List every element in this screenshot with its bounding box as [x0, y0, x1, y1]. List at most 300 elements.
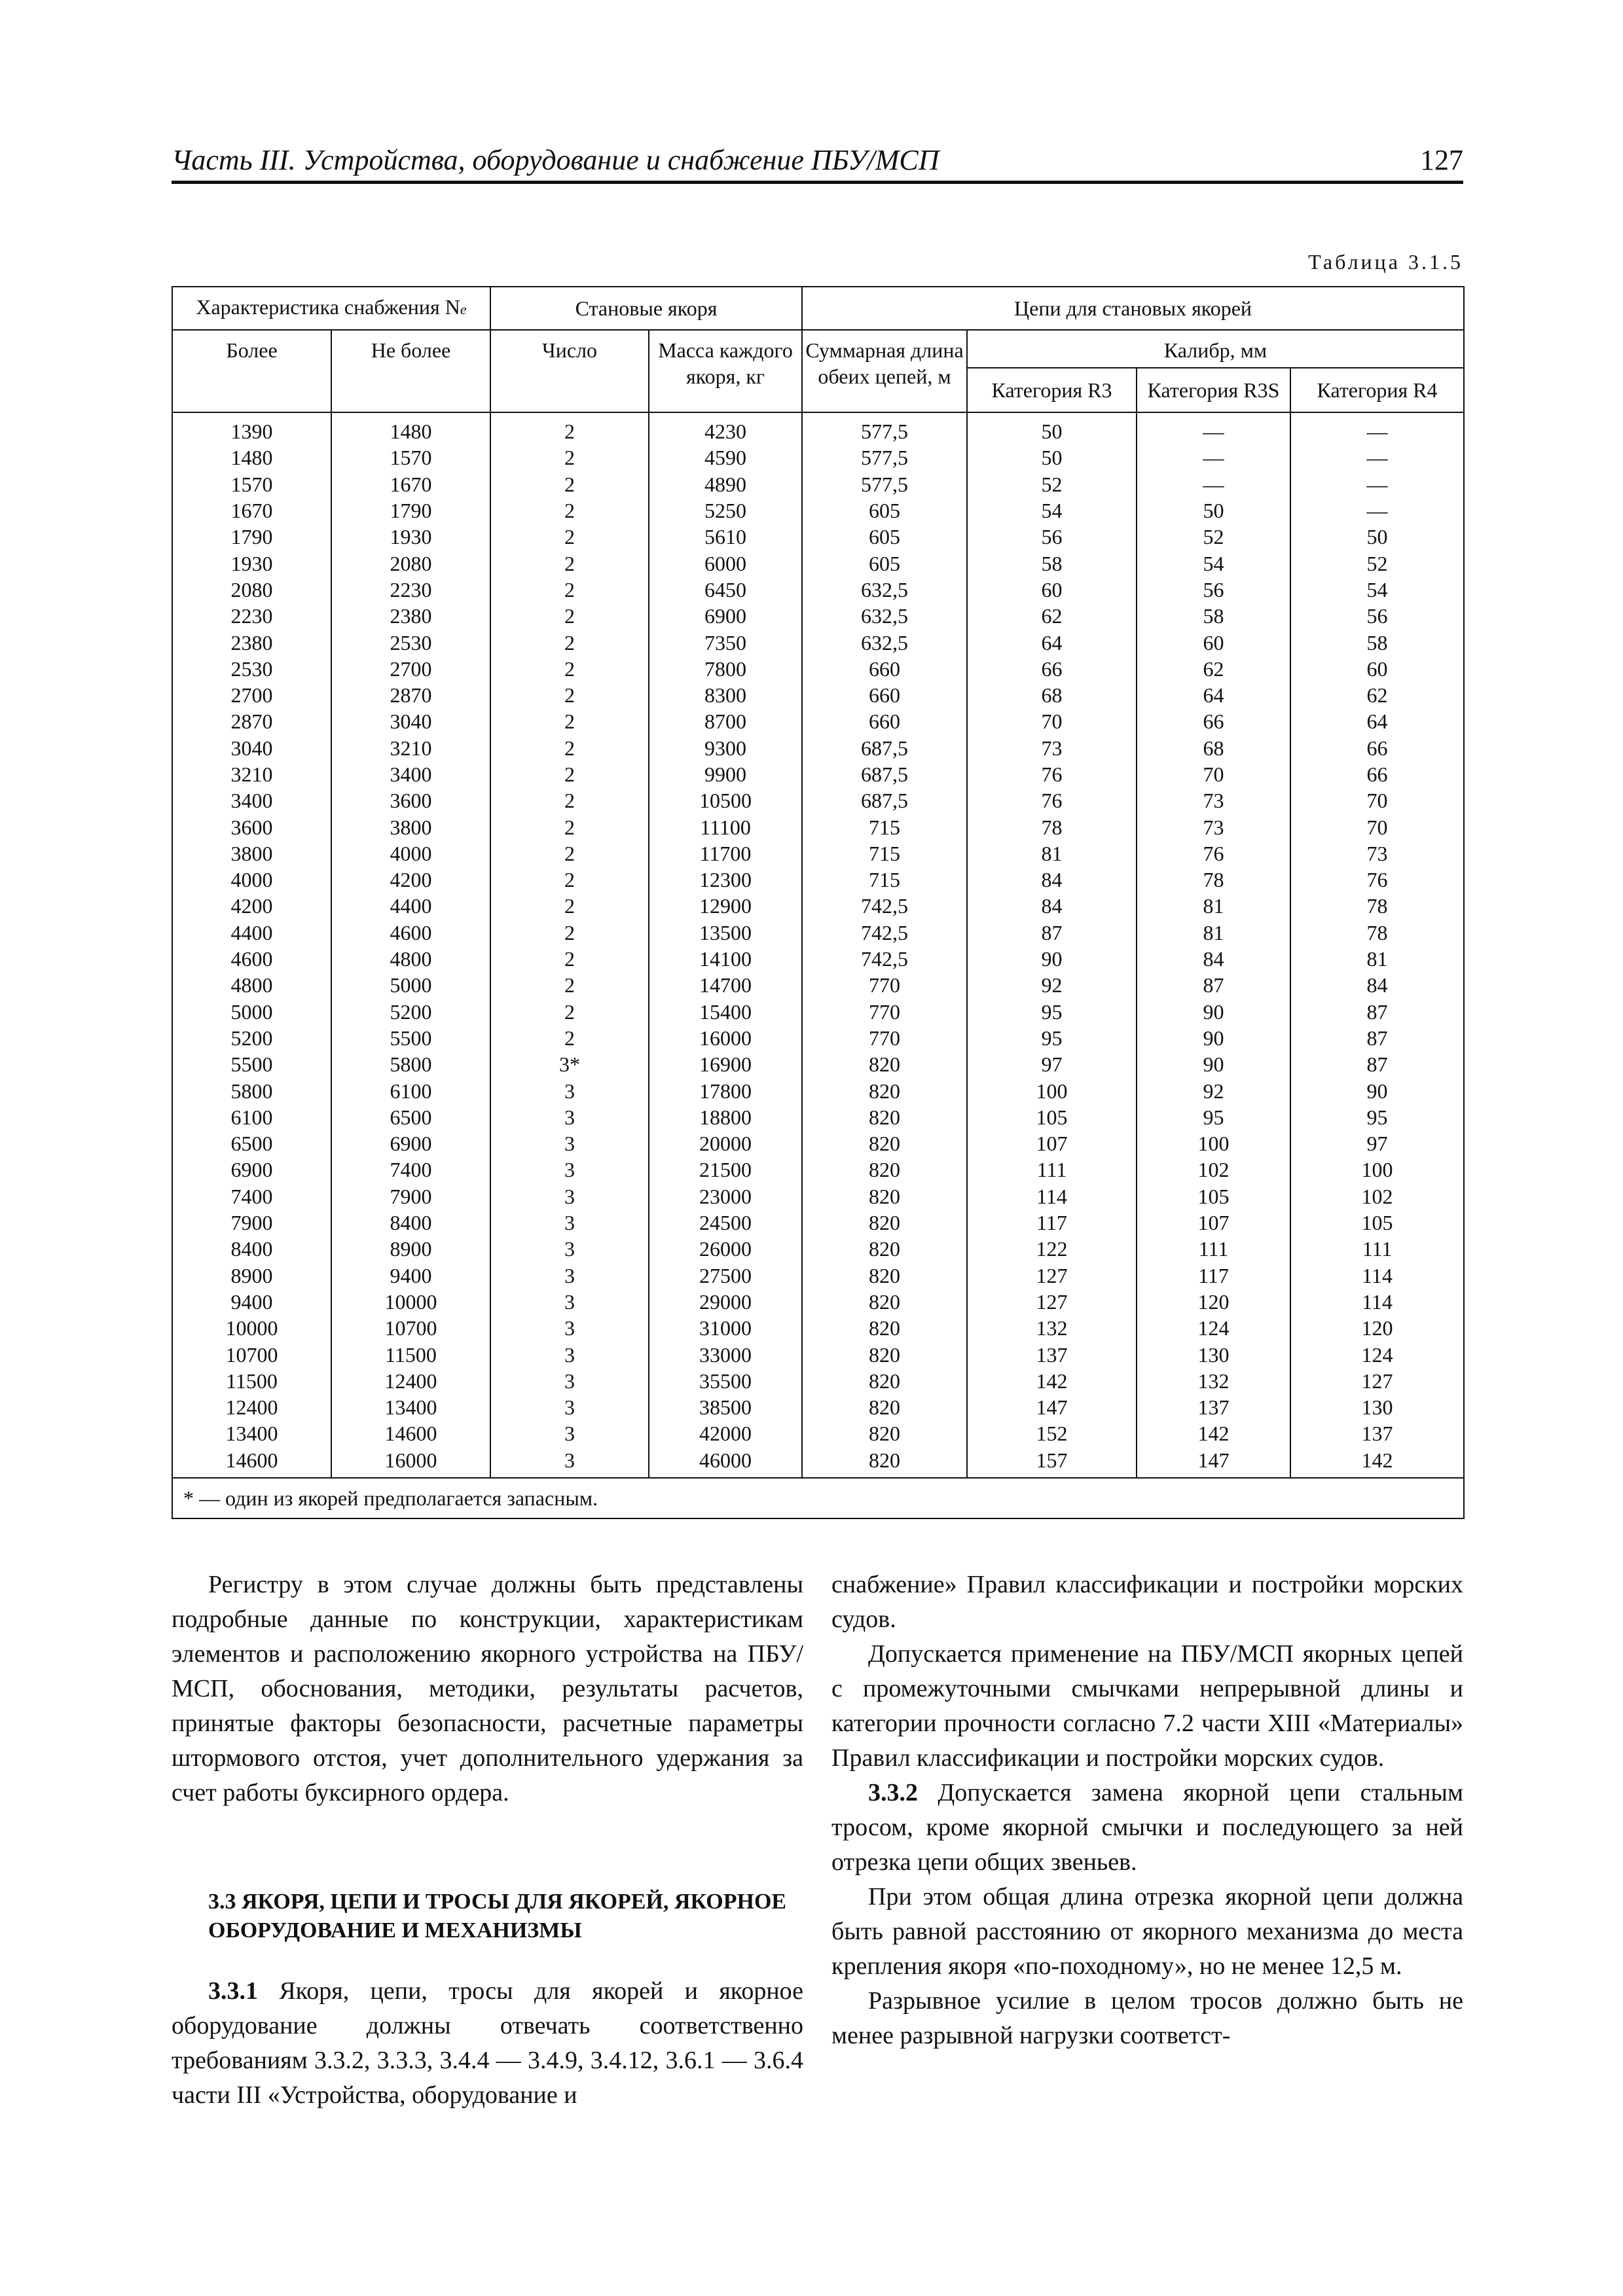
table-cell: 76 [967, 761, 1137, 787]
table-cell: 117 [1137, 1263, 1290, 1289]
table-cell: 8900 [172, 1263, 331, 1289]
table-row [172, 656, 1464, 682]
table-cell: 10700 [172, 1341, 331, 1367]
table-cell: 142 [1137, 1420, 1290, 1446]
table-cell: 687,5 [802, 787, 967, 814]
table-cell: 660 [802, 656, 967, 682]
table-cell: 76 [1290, 867, 1464, 893]
header-chains: Цепи для становых якорей [802, 287, 1464, 330]
table-cell: 605 [802, 524, 967, 550]
table-row [172, 471, 1464, 497]
table-cell: 90 [967, 946, 1137, 972]
table-cell: 73 [1137, 814, 1290, 840]
table-cell: 687,5 [802, 735, 967, 761]
table-cell: 12300 [649, 867, 802, 893]
header-number: Число [490, 330, 649, 412]
table-cell: 3 [490, 1236, 649, 1262]
table-cell: 29000 [649, 1289, 802, 1315]
table-cell: 2080 [172, 577, 331, 603]
table-cell: 64 [1137, 682, 1290, 708]
table-row [172, 1025, 1464, 1051]
table-cell: 130 [1137, 1341, 1290, 1367]
table-cell: — [1137, 471, 1290, 497]
table-cell: 24500 [649, 1210, 802, 1236]
table-cell: 90 [1137, 1025, 1290, 1051]
table-cell: 100 [1290, 1157, 1464, 1183]
table-cell: 5500 [172, 1051, 331, 1077]
table-cell: 52 [1290, 550, 1464, 576]
table-cell: 3 [490, 1263, 649, 1289]
table-cell: — [1290, 497, 1464, 524]
table-cell: 820 [802, 1157, 967, 1183]
table-cell: 3 [490, 1341, 649, 1367]
table-cell: 2 [490, 1025, 649, 1051]
table-row [172, 1420, 1464, 1446]
table-row [172, 577, 1464, 603]
table-cell: 54 [1137, 550, 1290, 576]
header-anchors: Становые якоря [490, 287, 802, 330]
table-cell: 820 [802, 1368, 967, 1394]
table-cell: 27500 [649, 1263, 802, 1289]
table-cell: 132 [967, 1315, 1137, 1341]
table-cell: 742,5 [802, 920, 967, 946]
table-cell: 50 [1137, 497, 1290, 524]
clause-number: 3.3.2 [868, 1779, 918, 1806]
table-cell: 13500 [649, 920, 802, 946]
table-cell: 8900 [331, 1236, 490, 1262]
table-cell: 632,5 [802, 629, 967, 655]
table-cell: 70 [1290, 787, 1464, 814]
table-cell: 1670 [172, 497, 331, 524]
header-cat-r4: Категория R4 [1290, 368, 1464, 412]
table-cell: 2 [490, 444, 649, 471]
paragraph: Разрывное усилие в целом тросов должно быть не менее разрывной нагрузки соответст- [831, 1987, 1463, 2049]
table-row [172, 444, 1464, 471]
table-row [172, 946, 1464, 972]
table-cell: 3 [490, 1420, 649, 1446]
table-cell: 60 [967, 577, 1137, 603]
table-cell: 152 [967, 1420, 1137, 1446]
paragraph-3-3-1: 3.3.1 Якоря, цепи, тросы для якорей и якорное оборудование должны отвечать соответственно требованиям 3.3.2, 3.3.3, 3.4.4 — 3.4.9, 3.4.12, 3.6.1 — 3.6.4 части III «Устройства, оборудование и [172, 1977, 803, 2109]
table-cell: 4000 [331, 840, 490, 867]
table-cell: 142 [1290, 1447, 1464, 1478]
table-cell: 58 [1137, 603, 1290, 629]
table-cell: 3 [490, 1447, 649, 1478]
paragraph-3-3-2: 3.3.2 Допускается замена якорной цепи стальным тросом, кроме якорной смычки и последующего за ней отрезка цепи общих звеньев. [831, 1779, 1463, 1876]
table-cell: 820 [802, 1130, 967, 1157]
table-cell: 7800 [649, 656, 802, 682]
table-cell: 70 [1137, 761, 1290, 787]
table-cell: 117 [967, 1210, 1137, 1236]
section-heading-line: 3.3 ЯКОРЯ, ЦЕПИ И ТРОСЫ ДЛЯ ЯКОРЕЙ, ЯКОРНОЕ [208, 1890, 787, 1914]
table-cell: 46000 [649, 1447, 802, 1478]
table-row [172, 629, 1464, 655]
table-cell: 9400 [172, 1289, 331, 1315]
table-row [172, 1104, 1464, 1130]
table-cell: 7400 [172, 1183, 331, 1210]
table-cell: 64 [967, 629, 1137, 655]
table-footnote: * — один из якорей предполагается запасным. [172, 1478, 1464, 1518]
table-cell: 11500 [172, 1368, 331, 1394]
table-cell: 1930 [331, 524, 490, 550]
table-row [172, 1183, 1464, 1210]
table-cell: 5000 [331, 972, 490, 998]
header-cat-r3: Категория R3 [967, 368, 1137, 412]
table-cell: 7900 [331, 1183, 490, 1210]
table-cell: 68 [1137, 735, 1290, 761]
table-cell: 820 [802, 1051, 967, 1077]
table-cell: 3800 [172, 840, 331, 867]
table-row [172, 1289, 1464, 1315]
table-row [172, 682, 1464, 708]
table-cell: 2 [490, 471, 649, 497]
table-cell: 2700 [331, 656, 490, 682]
table-cell: 3 [490, 1130, 649, 1157]
table-cell: 3210 [331, 735, 490, 761]
table-row [172, 1315, 1464, 1341]
table-cell: 58 [1290, 629, 1464, 655]
table-row [172, 920, 1464, 946]
table-cell: 111 [1137, 1236, 1290, 1262]
table-cell: 62 [1290, 682, 1464, 708]
table-cell: 20000 [649, 1130, 802, 1157]
table-cell: 12400 [331, 1368, 490, 1394]
table-cell: 2 [490, 920, 649, 946]
table-cell: 715 [802, 814, 967, 840]
table-cell: 6000 [649, 550, 802, 576]
table-cell: 3* [490, 1051, 649, 1077]
table-cell: 2 [490, 550, 649, 576]
table-cell: 4590 [649, 444, 802, 471]
table-cell: 820 [802, 1341, 967, 1367]
table-row [172, 972, 1464, 998]
table-cell: 107 [1137, 1210, 1290, 1236]
table-cell: 56 [1290, 603, 1464, 629]
table-cell: 10700 [331, 1315, 490, 1341]
table-cell: 11100 [649, 814, 802, 840]
table-cell: 660 [802, 708, 967, 734]
table-cell: 3040 [172, 735, 331, 761]
table-cell: 62 [1137, 656, 1290, 682]
paragraph: При этом общая длина отрезка якорной цепи должна быть равной расстоянию от якорного механизма до места крепления якоря «по-походному», но не менее 12,5 м. [831, 1883, 1463, 1980]
table-cell: 92 [967, 972, 1137, 998]
table-cell: 23000 [649, 1183, 802, 1210]
table-cell: 2 [490, 761, 649, 787]
table-cell: 2 [490, 497, 649, 524]
table-cell: — [1137, 444, 1290, 471]
table-cell: 2 [490, 708, 649, 734]
table-cell: 4200 [172, 893, 331, 919]
table-cell: 5800 [172, 1077, 331, 1103]
table-cell: 2870 [331, 682, 490, 708]
table-cell: 3 [490, 1210, 649, 1236]
table-cell: 26000 [649, 1236, 802, 1262]
table-cell: 3 [490, 1289, 649, 1315]
table-cell: 132 [1137, 1368, 1290, 1394]
table-cell: 78 [1290, 893, 1464, 919]
table-cell: 56 [967, 524, 1137, 550]
table-cell: 9400 [331, 1263, 490, 1289]
table-cell: 6900 [331, 1130, 490, 1157]
table-cell: 4800 [172, 972, 331, 998]
table-cell: 1790 [331, 497, 490, 524]
table-cell: 4200 [331, 867, 490, 893]
table-cell: 4800 [331, 946, 490, 972]
table-cell: 76 [967, 787, 1137, 814]
table-cell: 130 [1290, 1394, 1464, 1420]
table-cell: 120 [1290, 1315, 1464, 1341]
table-cell: 6450 [649, 577, 802, 603]
table-cell: 35500 [649, 1368, 802, 1394]
table-cell: 2700 [172, 682, 331, 708]
table-cell: 2 [490, 840, 649, 867]
table-cell: 137 [1137, 1394, 1290, 1420]
table-cell: 7350 [649, 629, 802, 655]
table-cell: 87 [967, 920, 1137, 946]
table-cell: 97 [1290, 1130, 1464, 1157]
table-cell: 715 [802, 867, 967, 893]
table-cell: 58 [967, 550, 1137, 576]
table-cell: 157 [967, 1447, 1137, 1478]
table-cell: 3 [490, 1368, 649, 1394]
table-cell: 81 [967, 840, 1137, 867]
table-row [172, 1130, 1464, 1157]
table-cell: 5800 [331, 1051, 490, 1077]
table-cell: 1790 [172, 524, 331, 550]
table-cell: 14700 [649, 972, 802, 998]
table-cell: 3800 [331, 814, 490, 840]
table-cell: 21500 [649, 1157, 802, 1183]
table-cell: 7900 [172, 1210, 331, 1236]
table-cell: 137 [1290, 1420, 1464, 1446]
table-cell: 1480 [331, 412, 490, 444]
table-cell: 50 [967, 444, 1137, 471]
table-cell: 2 [490, 603, 649, 629]
table-cell: 8300 [649, 682, 802, 708]
table-cell: 100 [1137, 1130, 1290, 1157]
table-cell: 18800 [649, 1104, 802, 1130]
table-cell: 6100 [331, 1077, 490, 1103]
table-row [172, 761, 1464, 787]
table-row [172, 1051, 1464, 1077]
table-cell: 5000 [172, 999, 331, 1025]
table-cell: 127 [967, 1289, 1137, 1315]
table-cell: 60 [1290, 656, 1464, 682]
table-row [172, 524, 1464, 550]
table-cell: 95 [967, 999, 1137, 1025]
table-cell: 1390 [172, 412, 331, 444]
left-column [172, 1568, 803, 2113]
table-cell: 687,5 [802, 761, 967, 787]
table-cell: 100 [967, 1077, 1137, 1103]
table-cell: 92 [1137, 1077, 1290, 1103]
table-row [172, 708, 1464, 734]
paragraph: снабжение» Правил классификации и постройки морских судов. [831, 1571, 1463, 1633]
anchor-equipment-table [172, 286, 1465, 1519]
page-number: 127 [1420, 144, 1463, 176]
table-row [172, 867, 1464, 893]
table-cell: 81 [1137, 893, 1290, 919]
table-cell: 66 [967, 656, 1137, 682]
table-cell: 90 [1290, 1077, 1464, 1103]
table-cell: 52 [1137, 524, 1290, 550]
table-cell: 76 [1137, 840, 1290, 867]
table-cell: 78 [967, 814, 1137, 840]
table-cell: 54 [967, 497, 1137, 524]
table-cell: 2 [490, 524, 649, 550]
table-cell: 95 [1137, 1104, 1290, 1130]
table-cell: 137 [967, 1341, 1137, 1367]
table-cell: 33000 [649, 1341, 802, 1367]
running-title: Часть III. Устройства, оборудование и снабжение ПБУ/МСП [172, 144, 939, 176]
table-cell: 84 [967, 893, 1137, 919]
table-cell: 78 [1137, 867, 1290, 893]
table-cell: 8700 [649, 708, 802, 734]
table-cell: 2 [490, 893, 649, 919]
table-cell: 73 [1137, 787, 1290, 814]
table-cell: 15400 [649, 999, 802, 1025]
header-more: Более [172, 330, 331, 412]
table-cell: 124 [1137, 1315, 1290, 1341]
table-cell: 4890 [649, 471, 802, 497]
table-cell: 73 [967, 735, 1137, 761]
table-cell: 5250 [649, 497, 802, 524]
table-cell: 3 [490, 1315, 649, 1341]
table-cell: 2530 [172, 656, 331, 682]
table-cell: 1480 [172, 444, 331, 471]
table-cell: 2 [490, 946, 649, 972]
table-cell: 2380 [172, 629, 331, 655]
table-cell: 605 [802, 550, 967, 576]
table-cell: 84 [967, 867, 1137, 893]
table-cell: 50 [967, 412, 1137, 444]
table-cell: 84 [1290, 972, 1464, 998]
table-cell: 11700 [649, 840, 802, 867]
table-cell: 1930 [172, 550, 331, 576]
table-cell: 87 [1290, 999, 1464, 1025]
table-cell: 820 [802, 1289, 967, 1315]
table-cell: 87 [1137, 972, 1290, 998]
header-length: Суммарная длина обеих цепей, м [802, 330, 967, 412]
table-cell: 2 [490, 577, 649, 603]
body-text [172, 1568, 1463, 2157]
table-cell: 66 [1137, 708, 1290, 734]
table-cell: 102 [1137, 1157, 1290, 1183]
table-cell: 10500 [649, 787, 802, 814]
table-row [172, 1157, 1464, 1183]
table-cell: 60 [1137, 629, 1290, 655]
paragraph: Допускается применение на ПБУ/МСП якорных цепей с промежуточными смычками непрерывной длины и категории прочности согласно 7.2 части XIII «Материалы» Правил классификации и постройки морских судов. [831, 1640, 1463, 1772]
table-cell: 17800 [649, 1077, 802, 1103]
table-cell: 66 [1290, 735, 1464, 761]
table-row [172, 893, 1464, 919]
table-cell: 6900 [172, 1157, 331, 1183]
table-cell: 8400 [331, 1210, 490, 1236]
table-cell: 2 [490, 972, 649, 998]
section-heading-line: ОБОРУДОВАНИЕ И МЕХАНИЗМЫ [208, 1918, 582, 1943]
table-cell: 16000 [331, 1447, 490, 1478]
table-cell: 81 [1290, 946, 1464, 972]
table-cell: 2870 [172, 708, 331, 734]
table-cell: 5500 [331, 1025, 490, 1051]
table-cell: 1570 [331, 444, 490, 471]
table-cell: 2530 [331, 629, 490, 655]
table-cell: 577,5 [802, 412, 967, 444]
table-cell: 87 [1290, 1025, 1464, 1051]
table-cell: 820 [802, 1394, 967, 1420]
table-cell: 577,5 [802, 471, 967, 497]
table-cell: 4000 [172, 867, 331, 893]
table-row [172, 1447, 1464, 1478]
table-caption: Таблица 3.1.5 [1308, 250, 1463, 274]
table-cell: 632,5 [802, 603, 967, 629]
table-cell: 81 [1137, 920, 1290, 946]
table-cell: 16900 [649, 1051, 802, 1077]
table-cell: 5200 [331, 999, 490, 1025]
table-cell: 2 [490, 867, 649, 893]
table-cell: 577,5 [802, 444, 967, 471]
table-row [172, 1368, 1464, 1394]
table-cell: 54 [1290, 577, 1464, 603]
table-cell: 127 [1290, 1368, 1464, 1394]
table-row [172, 814, 1464, 840]
table-cell: 2 [490, 999, 649, 1025]
table-cell: 95 [967, 1025, 1137, 1051]
table-cell: 715 [802, 840, 967, 867]
table-cell: 142 [967, 1368, 1137, 1394]
table-cell: 9900 [649, 761, 802, 787]
table-row [172, 497, 1464, 524]
table-cell: 13400 [172, 1420, 331, 1446]
table-cell: — [1290, 412, 1464, 444]
table-cell: 820 [802, 1104, 967, 1130]
header-not-more: Не более [331, 330, 490, 412]
table-cell: 2 [490, 656, 649, 682]
table-cell: 114 [1290, 1289, 1464, 1315]
table-cell: 2 [490, 735, 649, 761]
table-cell: 770 [802, 999, 967, 1025]
table-cell: 122 [967, 1236, 1137, 1262]
table-cell: 4400 [172, 920, 331, 946]
table-row [172, 787, 1464, 814]
table-cell: 820 [802, 1210, 967, 1236]
table-cell: 742,5 [802, 946, 967, 972]
table-cell: 660 [802, 682, 967, 708]
table-cell: 10000 [172, 1315, 331, 1341]
header-cat-r3s: Категория R3S [1137, 368, 1290, 412]
table-cell: 14100 [649, 946, 802, 972]
table-cell: 114 [967, 1183, 1137, 1210]
table-cell: 70 [967, 708, 1137, 734]
table-cell: 105 [967, 1104, 1137, 1130]
right-column [831, 1568, 1463, 2053]
table-cell: 4600 [172, 946, 331, 972]
table-row [172, 1236, 1464, 1262]
table-cell: 1670 [331, 471, 490, 497]
table-cell: — [1290, 471, 1464, 497]
table-cell: 11500 [331, 1341, 490, 1367]
table-cell: 124 [1290, 1341, 1464, 1367]
table-cell: 56 [1137, 577, 1290, 603]
table-cell: 95 [1290, 1104, 1464, 1130]
table-cell: 2 [490, 787, 649, 814]
table-cell: 31000 [649, 1315, 802, 1341]
table-cell: 87 [1290, 1051, 1464, 1077]
table-cell: 3 [490, 1157, 649, 1183]
table-cell: 3400 [331, 761, 490, 787]
table-cell: 105 [1290, 1210, 1464, 1236]
table-row [172, 1263, 1464, 1289]
